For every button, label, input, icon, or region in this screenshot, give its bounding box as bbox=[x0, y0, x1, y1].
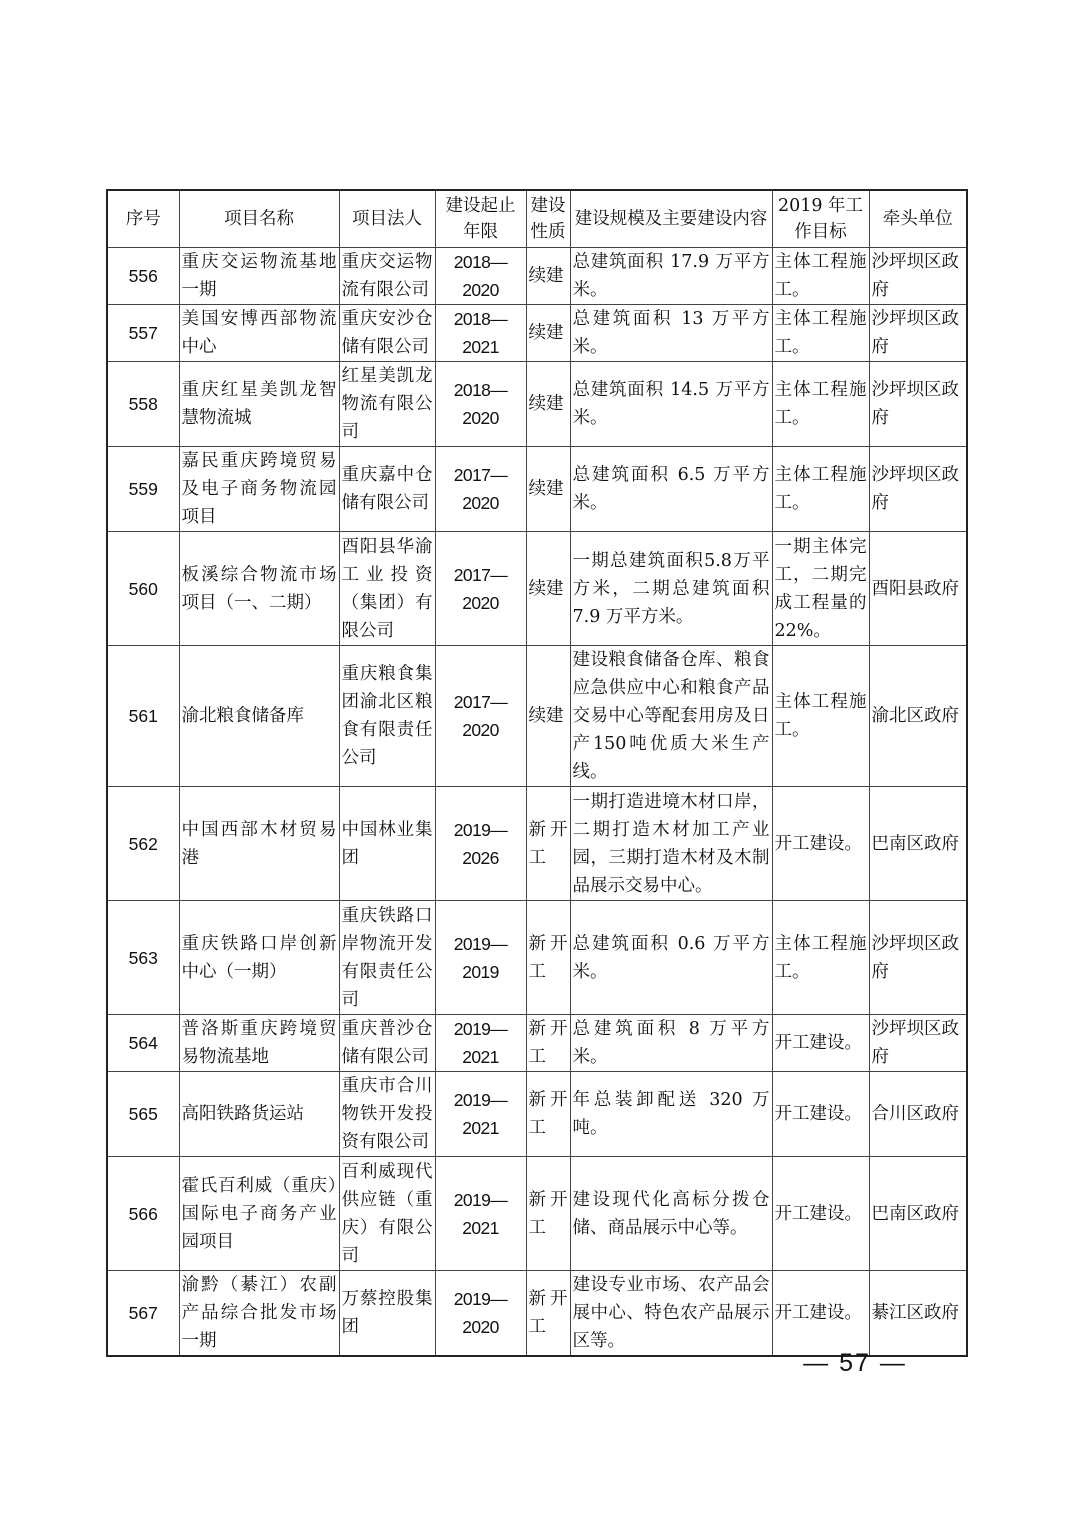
cell-owner: 中国林业集团 bbox=[339, 787, 435, 901]
cell-owner: 百利威现代供应链（重庆）有限公司 bbox=[339, 1157, 435, 1271]
table-row bbox=[107, 901, 967, 1015]
header-years: 建设起止年限 bbox=[435, 190, 526, 248]
header-project-name: 项目名称 bbox=[179, 190, 339, 248]
cell-no: 566 bbox=[107, 1157, 179, 1271]
cell-owner: 重庆粮食集团渝北区粮食有限责任公司 bbox=[339, 646, 435, 787]
cell-type: 续建 bbox=[526, 305, 570, 362]
cell-unit: 酉阳县政府 bbox=[869, 532, 967, 646]
cell-goal: 主体工程施工。 bbox=[772, 248, 869, 305]
cell-owner: 重庆安沙仓储有限公司 bbox=[339, 305, 435, 362]
cell-years: 2018—2021 bbox=[435, 305, 526, 362]
cell-scope: 总建筑面积 17.9 万平方米。 bbox=[570, 248, 772, 305]
cell-owner: 万蔡控股集团 bbox=[339, 1271, 435, 1357]
cell-years: 2019—2021 bbox=[435, 1072, 526, 1157]
project-table bbox=[106, 189, 968, 1357]
cell-years: 2019—2026 bbox=[435, 787, 526, 901]
cell-owner: 重庆嘉中仓储有限公司 bbox=[339, 447, 435, 532]
cell-unit: 合川区政府 bbox=[869, 1072, 967, 1157]
cell-scope: 总建筑面积 8 万平方米。 bbox=[570, 1015, 772, 1072]
table-body bbox=[107, 248, 967, 1357]
cell-project-name: 中国西部木材贸易港 bbox=[179, 787, 339, 901]
cell-type: 新开工 bbox=[526, 1072, 570, 1157]
cell-type: 续建 bbox=[526, 447, 570, 532]
header-goal: 2019 年工作目标 bbox=[772, 190, 869, 248]
table-row bbox=[107, 1271, 967, 1357]
cell-scope: 建设粮食储备仓库、粮食应急供应中心和粮食产品交易中心等配套用房及日产150吨优质大米生产线。 bbox=[570, 646, 772, 787]
cell-goal: 主体工程施工。 bbox=[772, 646, 869, 787]
cell-scope: 总建筑面积 14.5 万平方米。 bbox=[570, 362, 772, 447]
cell-project-name: 嘉民重庆跨境贸易及电子商务物流园项目 bbox=[179, 447, 339, 532]
cell-years: 2017—2020 bbox=[435, 532, 526, 646]
cell-years: 2019—2019 bbox=[435, 901, 526, 1015]
cell-type: 新开工 bbox=[526, 1015, 570, 1072]
cell-scope: 总建筑面积 0.6 万平方米。 bbox=[570, 901, 772, 1015]
table-row bbox=[107, 362, 967, 447]
cell-scope: 建设专业市场、农产品会展中心、特色农产品展示区等。 bbox=[570, 1271, 772, 1357]
cell-goal: 一期主体完工，二期完成工程量的22%。 bbox=[772, 532, 869, 646]
cell-unit: 渝北区政府 bbox=[869, 646, 967, 787]
cell-goal: 开工建设。 bbox=[772, 787, 869, 901]
cell-no: 563 bbox=[107, 901, 179, 1015]
cell-type: 新开工 bbox=[526, 1157, 570, 1271]
cell-no: 559 bbox=[107, 447, 179, 532]
cell-project-name: 美国安博西部物流中心 bbox=[179, 305, 339, 362]
cell-unit: 綦江区政府 bbox=[869, 1271, 967, 1357]
cell-project-name: 霍氏百利威（重庆）国际电子商务产业园项目 bbox=[179, 1157, 339, 1271]
cell-owner: 酉阳县华渝工业投资（集团）有限公司 bbox=[339, 532, 435, 646]
header-no: 序号 bbox=[107, 190, 179, 248]
cell-no: 562 bbox=[107, 787, 179, 901]
cell-owner: 红星美凯龙物流有限公司 bbox=[339, 362, 435, 447]
cell-scope: 一期总建筑面积5.8万平方米，二期总建筑面积7.9 万平方米。 bbox=[570, 532, 772, 646]
cell-no: 565 bbox=[107, 1072, 179, 1157]
cell-scope: 年总装卸配送 320 万吨。 bbox=[570, 1072, 772, 1157]
header-scope: 建设规模及主要建设内容 bbox=[570, 190, 772, 248]
cell-owner: 重庆市合川物铁开发投资有限公司 bbox=[339, 1072, 435, 1157]
table-row bbox=[107, 447, 967, 532]
cell-unit: 沙坪坝区政府 bbox=[869, 901, 967, 1015]
cell-project-name: 渝北粮食储备库 bbox=[179, 646, 339, 787]
cell-goal: 主体工程施工。 bbox=[772, 447, 869, 532]
cell-unit: 巴南区政府 bbox=[869, 1157, 967, 1271]
cell-project-name: 高阳铁路货运站 bbox=[179, 1072, 339, 1157]
cell-no: 560 bbox=[107, 532, 179, 646]
table-row bbox=[107, 1072, 967, 1157]
cell-no: 567 bbox=[107, 1271, 179, 1357]
cell-goal: 开工建设。 bbox=[772, 1271, 869, 1357]
cell-unit: 沙坪坝区政府 bbox=[869, 362, 967, 447]
cell-scope: 一期打造进境木材口岸，二期打造木材加工产业园，三期打造木材及木制品展示交易中心。 bbox=[570, 787, 772, 901]
table-row bbox=[107, 532, 967, 646]
table-row bbox=[107, 787, 967, 901]
table-row bbox=[107, 305, 967, 362]
cell-project-name: 板溪综合物流市场项目（一、二期） bbox=[179, 532, 339, 646]
cell-no: 564 bbox=[107, 1015, 179, 1072]
cell-years: 2018—2020 bbox=[435, 248, 526, 305]
cell-years: 2019—2021 bbox=[435, 1015, 526, 1072]
table-row bbox=[107, 1015, 967, 1072]
cell-no: 556 bbox=[107, 248, 179, 305]
cell-scope: 总建筑面积 13 万平方米。 bbox=[570, 305, 772, 362]
table-row bbox=[107, 248, 967, 305]
cell-type: 新开工 bbox=[526, 787, 570, 901]
cell-no: 557 bbox=[107, 305, 179, 362]
cell-goal: 开工建设。 bbox=[772, 1015, 869, 1072]
cell-scope: 总建筑面积 6.5 万平方米。 bbox=[570, 447, 772, 532]
cell-unit: 沙坪坝区政府 bbox=[869, 305, 967, 362]
cell-years: 2019—2020 bbox=[435, 1271, 526, 1357]
cell-goal: 开工建设。 bbox=[772, 1072, 869, 1157]
table-header-row bbox=[107, 190, 967, 248]
header-unit: 牵头单位 bbox=[869, 190, 967, 248]
cell-goal: 主体工程施工。 bbox=[772, 362, 869, 447]
cell-type: 新开工 bbox=[526, 1271, 570, 1357]
cell-project-name: 普洛斯重庆跨境贸易物流基地 bbox=[179, 1015, 339, 1072]
cell-years: 2019—2021 bbox=[435, 1157, 526, 1271]
cell-project-name: 重庆铁路口岸创新中心（一期） bbox=[179, 901, 339, 1015]
cell-owner: 重庆交运物流有限公司 bbox=[339, 248, 435, 305]
cell-type: 新开工 bbox=[526, 901, 570, 1015]
cell-years: 2018—2020 bbox=[435, 362, 526, 447]
cell-project-name: 重庆交运物流基地一期 bbox=[179, 248, 339, 305]
cell-goal: 主体工程施工。 bbox=[772, 305, 869, 362]
header-owner: 项目法人 bbox=[339, 190, 435, 248]
cell-no: 558 bbox=[107, 362, 179, 447]
cell-unit: 沙坪坝区政府 bbox=[869, 1015, 967, 1072]
header-type: 建设性质 bbox=[526, 190, 570, 248]
cell-project-name: 渝黔（綦江）农副产品综合批发市场一期 bbox=[179, 1271, 339, 1357]
table-row bbox=[107, 1157, 967, 1271]
cell-years: 2017—2020 bbox=[435, 447, 526, 532]
cell-type: 续建 bbox=[526, 532, 570, 646]
cell-owner: 重庆铁路口岸物流开发有限责任公司 bbox=[339, 901, 435, 1015]
cell-goal: 主体工程施工。 bbox=[772, 901, 869, 1015]
cell-owner: 重庆普沙仓储有限公司 bbox=[339, 1015, 435, 1072]
cell-project-name: 重庆红星美凯龙智慧物流城 bbox=[179, 362, 339, 447]
table-row bbox=[107, 646, 967, 787]
cell-type: 续建 bbox=[526, 646, 570, 787]
cell-unit: 沙坪坝区政府 bbox=[869, 248, 967, 305]
cell-goal: 开工建设。 bbox=[772, 1157, 869, 1271]
cell-unit: 巴南区政府 bbox=[869, 787, 967, 901]
cell-no: 561 bbox=[107, 646, 179, 787]
cell-type: 续建 bbox=[526, 248, 570, 305]
cell-years: 2017—2020 bbox=[435, 646, 526, 787]
cell-unit: 沙坪坝区政府 bbox=[869, 447, 967, 532]
cell-type: 续建 bbox=[526, 362, 570, 447]
cell-scope: 建设现代化高标分拨仓储、商品展示中心等。 bbox=[570, 1157, 772, 1271]
page-number: — 57 — bbox=[803, 1349, 907, 1377]
